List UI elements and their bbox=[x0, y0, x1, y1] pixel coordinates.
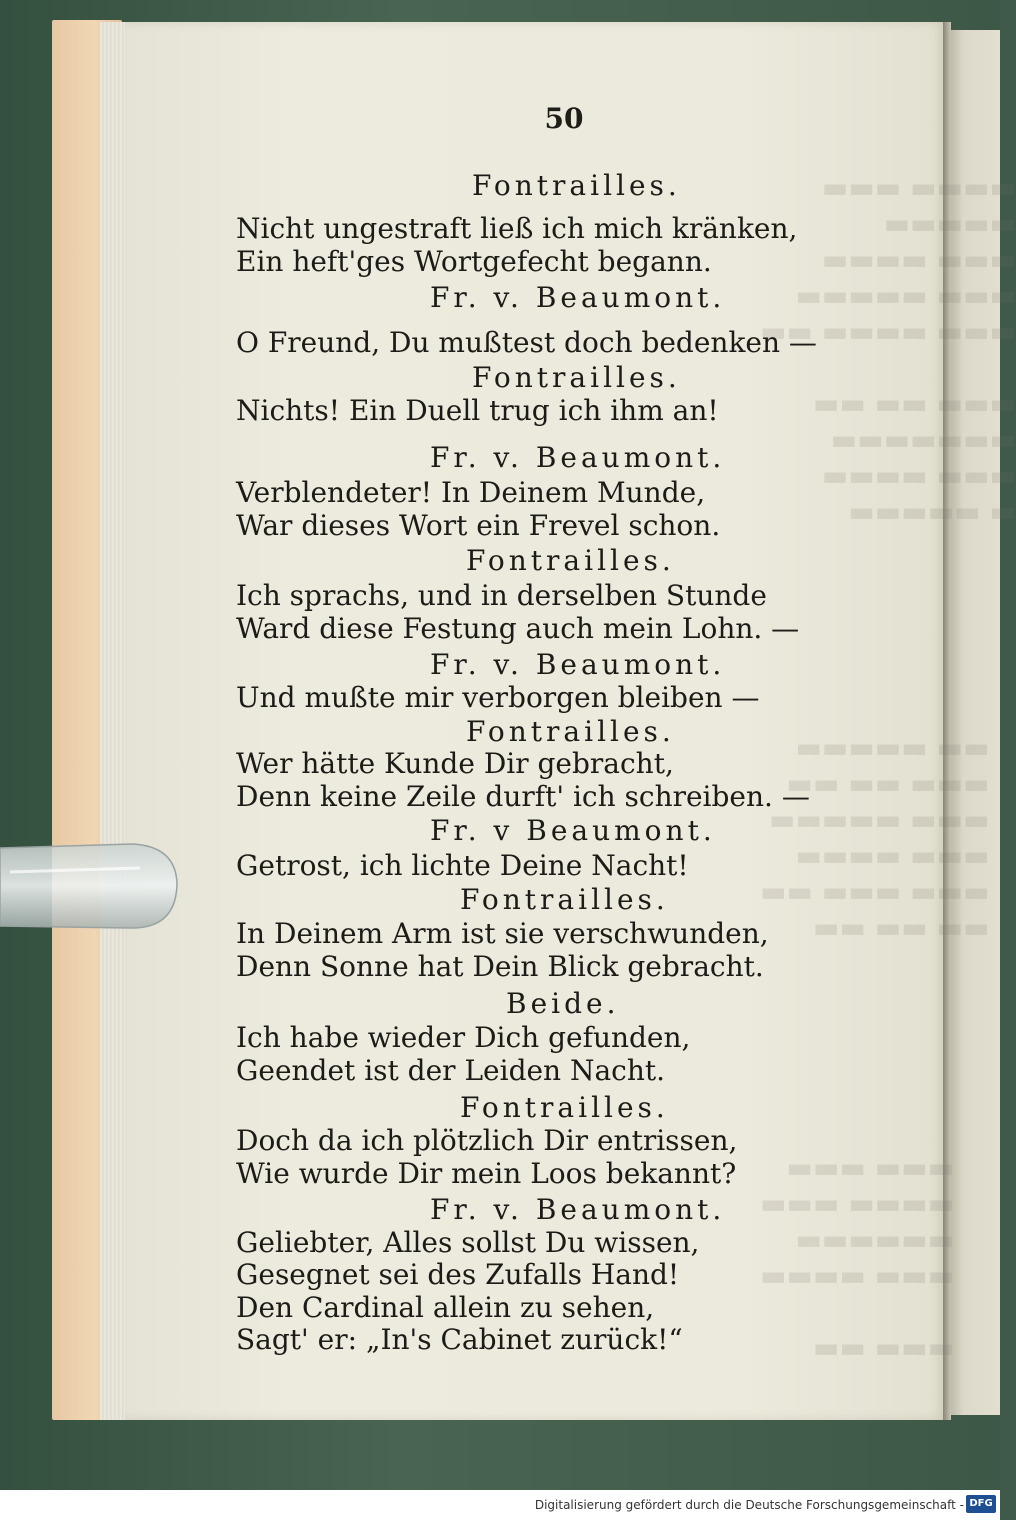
page-number: 50 bbox=[544, 102, 584, 135]
verse-line: In Deinem Arm ist sie verschwunden, bbox=[236, 917, 769, 950]
verse-line: O Freund, Du mußtest doch bedenken — bbox=[236, 326, 817, 359]
footer-bar bbox=[0, 1490, 1000, 1520]
verse-line: Getrost, ich lichte Deine Nacht! bbox=[236, 849, 689, 882]
speaker-name: Fr. v Beaumont. bbox=[430, 814, 716, 847]
speaker-name: Fontrailles. bbox=[466, 715, 675, 748]
verse-line: Verblendeter! In Deinem Munde, bbox=[236, 476, 706, 509]
verse-line: Geliebter, Alles sollst Du wissen, bbox=[236, 1226, 700, 1259]
verse-line: Ich habe wieder Dich gefunden, bbox=[236, 1021, 691, 1054]
verse-line: Sagt' er: „In's Cabinet zurück!“ bbox=[236, 1323, 683, 1356]
dfg-logo: DFG bbox=[966, 1495, 996, 1513]
verse-line: Ward diese Festung auch mein Lohn. — bbox=[236, 612, 800, 645]
speaker-name: Fontrailles. bbox=[466, 544, 675, 577]
speaker-name: Fontrailles. bbox=[472, 169, 681, 202]
verse-line: Wer hätte Kunde Dir gebracht, bbox=[236, 747, 674, 780]
verse-line: Und mußte mir verborgen bleiben — bbox=[236, 681, 760, 714]
verse-line: Nichts! Ein Duell trug ich ihm an! bbox=[236, 394, 719, 427]
speaker-name: Fr. v. Beaumont. bbox=[430, 281, 726, 314]
speaker-name: Fontrailles. bbox=[460, 1091, 669, 1124]
verse-line: Nicht ungestraft ließ ich mich kränken, bbox=[236, 212, 798, 245]
verse-line: Wie wurde Dir mein Loos bekannt? bbox=[236, 1157, 737, 1190]
speaker-name: Fr. v. Beaumont. bbox=[430, 441, 726, 474]
verse-line: Gesegnet sei des Zufalls Hand! bbox=[236, 1258, 680, 1291]
funding-credit: Digitalisierung gefördert durch die Deutsche Forschungsgemeinschaft - bbox=[534, 1498, 964, 1512]
speaker-name: Fr. v. Beaumont. bbox=[430, 648, 726, 681]
glass-page-holder bbox=[0, 838, 178, 934]
speaker-name: Fontrailles. bbox=[472, 361, 681, 394]
speaker-name: Fontrailles. bbox=[460, 883, 669, 916]
speaker-name: Beide. bbox=[506, 987, 620, 1020]
verse-line: War dieses Wort ein Frevel schon. bbox=[236, 509, 721, 542]
bleed-through-text: ▬ bbox=[989, 495, 1016, 528]
verse-line: Geendet ist der Leiden Nacht. bbox=[236, 1054, 666, 1087]
verse-line: Denn keine Zeile durft' ich schreiben. — bbox=[236, 780, 810, 813]
verse-line: Ein heft'ges Wortgefecht begann. bbox=[236, 245, 712, 278]
verse-line: Den Cardinal allein zu sehen, bbox=[236, 1291, 655, 1324]
verse-line: Denn Sonne hat Dein Blick gebracht. bbox=[236, 950, 764, 983]
verse-line: Doch da ich plötzlich Dir entrissen, bbox=[236, 1124, 738, 1157]
speaker-name: Fr. v. Beaumont. bbox=[430, 1193, 726, 1226]
verse-line: Ich sprachs, und in derselben Stunde bbox=[236, 579, 767, 612]
